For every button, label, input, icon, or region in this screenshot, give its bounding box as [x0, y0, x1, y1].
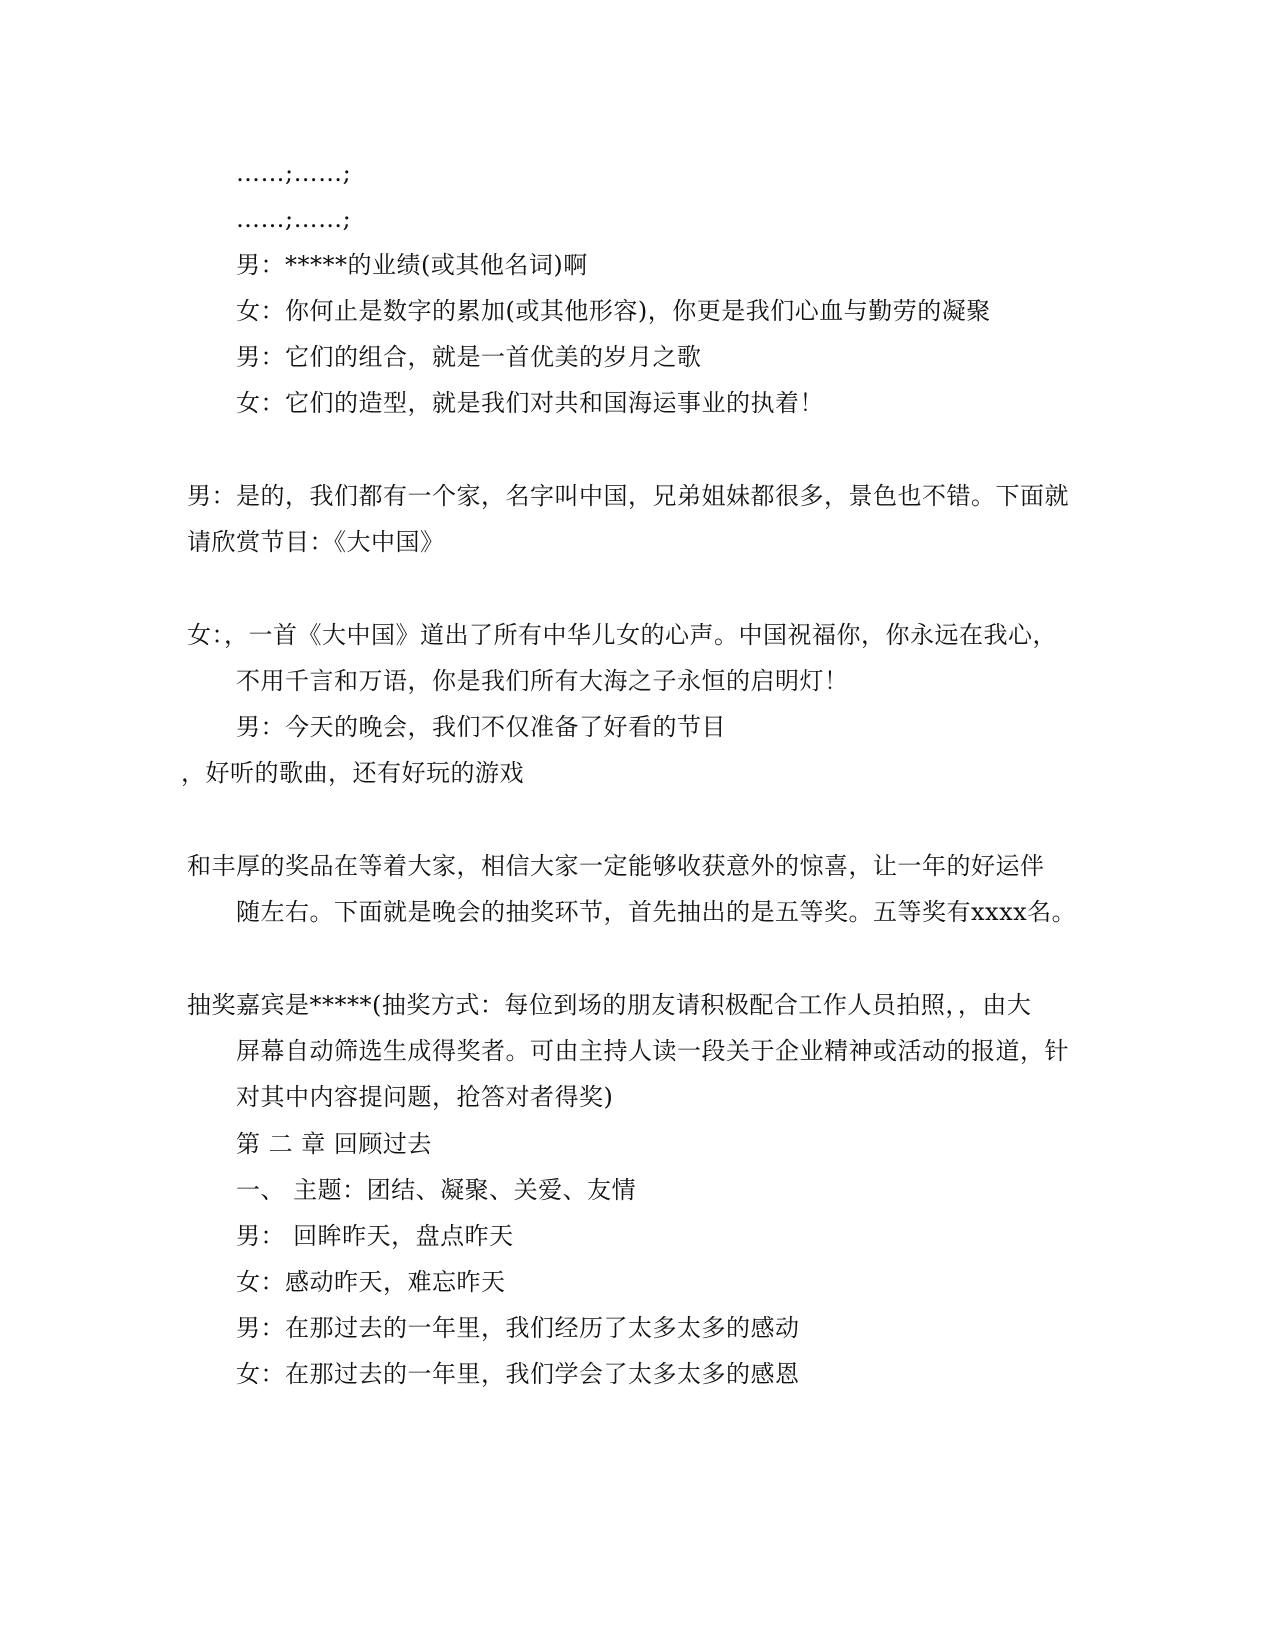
chapter-heading: 第 二 章 回顾过去 — [236, 1130, 432, 1158]
text-line: 女：它们的造型，就是我们对共和国海运事业的执着！ — [236, 389, 824, 417]
text-line: ……;……; — [236, 205, 352, 233]
text-line: 请欣赏节目：《大中国》 — [187, 528, 445, 556]
text-line: 男：是的，我们都有一个家，名字叫中国，兄弟姐妹都很多，景色也不错。下面就 — [187, 482, 1069, 510]
text-line: 男： 回眸昨天，盘点昨天 — [236, 1222, 514, 1250]
text-line: 男：今天的晚会，我们不仅准备了好看的节目 — [236, 713, 726, 741]
text-line: ，好听的歌曲，还有好玩的游戏 — [181, 759, 524, 787]
text-line: 随左右。下面就是晚会的抽奖环节，首先抽出的是五等奖。五等奖有xxxx名。 — [236, 898, 1077, 926]
text-line: 男：*****的业绩(或其他名词)啊 — [236, 251, 588, 279]
text-line: 男：它们的组合，就是一首优美的岁月之歌 — [236, 343, 702, 371]
text-line: 和丰厚的奖品在等着大家，相信大家一定能够收获意外的惊喜，让一年的好运伴 — [187, 852, 1045, 880]
text-line: 抽奖嘉宾是*****(抽奖方式：每位到场的朋友请积极配合工作人员拍照，，由大 — [187, 991, 1032, 1019]
text-line: 男：在那过去的一年里，我们经历了太多太多的感动 — [236, 1314, 800, 1342]
text-line: 女：，一首《大中国》道出了所有中华儿女的心声。中国祝福你，你永远在我心， — [187, 621, 1057, 649]
text-line: 不用千言和万语，你是我们所有大海之子永恒的启明灯！ — [236, 667, 849, 695]
text-line: 屏幕自动筛选生成得奖者。可由主持人读一段关于企业精神或活动的报道，针 — [236, 1037, 1069, 1065]
text-line: 女：你何止是数字的累加(或其他形容)，你更是我们心血与勤劳的凝聚 — [236, 297, 991, 325]
text-line: 女：感动昨天，难忘昨天 — [236, 1268, 506, 1296]
text-line: 女：在那过去的一年里，我们学会了太多太多的感恩 — [236, 1360, 800, 1388]
text-line: 对其中内容提问题，抢答对者得奖) — [236, 1083, 614, 1111]
section-heading: 一、 主题：团结、凝聚、关爱、友情 — [236, 1176, 637, 1204]
text-line: ……;……; — [236, 159, 352, 187]
